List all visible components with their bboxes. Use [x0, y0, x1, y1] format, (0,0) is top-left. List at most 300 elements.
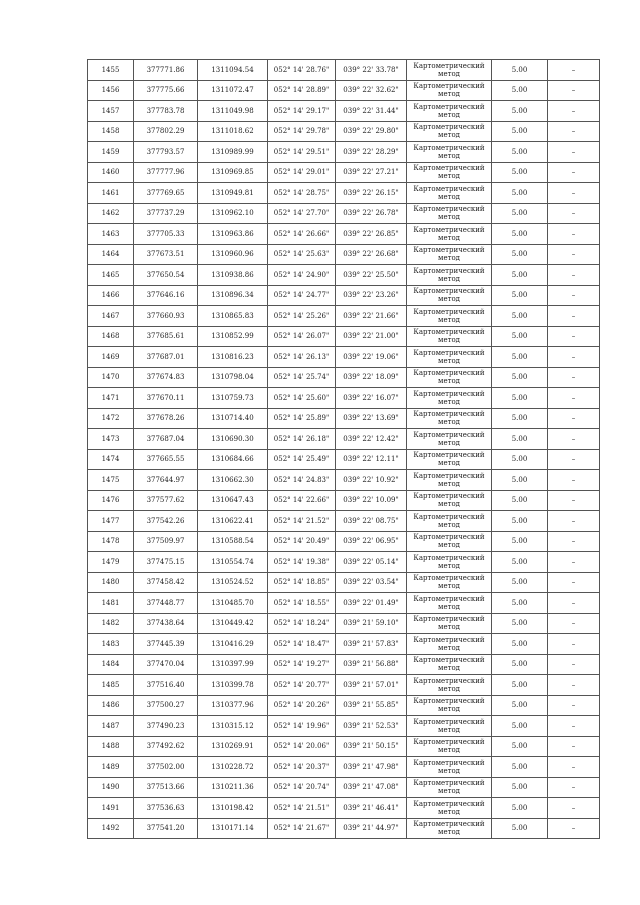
method-cell: Картометрический метод [407, 429, 492, 450]
y-coordinate-cell: 1311072.47 [198, 80, 268, 101]
note-cell: – [548, 244, 600, 265]
note-cell: – [548, 101, 600, 122]
accuracy-cell: 5.00 [492, 367, 548, 388]
accuracy-cell: 5.00 [492, 60, 548, 81]
x-coordinate-cell: 377492.62 [134, 736, 198, 757]
latitude-cell: 052° 14' 24.83" [268, 470, 336, 491]
note-cell: – [548, 490, 600, 511]
point-number-cell: 1456 [88, 80, 134, 101]
y-coordinate-cell: 1310852.99 [198, 326, 268, 347]
point-number-cell: 1474 [88, 449, 134, 470]
table-row [88, 593, 600, 614]
method-cell: Картометрический метод [407, 183, 492, 204]
longitude-cell: 039° 22' 33.78" [336, 60, 407, 81]
table-row [88, 101, 600, 122]
y-coordinate-cell: 1310399.78 [198, 675, 268, 696]
point-number-cell: 1465 [88, 265, 134, 286]
point-number-cell: 1466 [88, 285, 134, 306]
longitude-cell: 039° 22' 27.21" [336, 162, 407, 183]
x-coordinate-cell: 377646.16 [134, 285, 198, 306]
x-coordinate-cell: 377687.01 [134, 347, 198, 368]
latitude-cell: 052° 14' 24.90" [268, 265, 336, 286]
note-cell: – [548, 511, 600, 532]
note-cell: – [548, 675, 600, 696]
accuracy-cell: 5.00 [492, 490, 548, 511]
table-row [88, 552, 600, 573]
latitude-cell: 052° 14' 28.75" [268, 183, 336, 204]
latitude-cell: 052° 14' 26.07" [268, 326, 336, 347]
accuracy-cell: 5.00 [492, 203, 548, 224]
accuracy-cell: 5.00 [492, 777, 548, 798]
accuracy-cell: 5.00 [492, 388, 548, 409]
latitude-cell: 052° 14' 26.13" [268, 347, 336, 368]
accuracy-cell: 5.00 [492, 757, 548, 778]
note-cell: – [548, 593, 600, 614]
accuracy-cell: 5.00 [492, 224, 548, 245]
method-cell: Картометрический метод [407, 511, 492, 532]
point-number-cell: 1469 [88, 347, 134, 368]
note-cell: – [548, 203, 600, 224]
table-row [88, 634, 600, 655]
longitude-cell: 039° 21' 44.97" [336, 818, 407, 839]
note-cell: – [548, 757, 600, 778]
y-coordinate-cell: 1310690.30 [198, 429, 268, 450]
latitude-cell: 052° 14' 19.27" [268, 654, 336, 675]
method-cell: Картометрический метод [407, 613, 492, 634]
longitude-cell: 039° 22' 06.95" [336, 531, 407, 552]
latitude-cell: 052° 14' 29.51" [268, 142, 336, 163]
longitude-cell: 039° 21' 50.15" [336, 736, 407, 757]
latitude-cell: 052° 14' 28.76" [268, 60, 336, 81]
table-row [88, 654, 600, 675]
y-coordinate-cell: 1310963.86 [198, 224, 268, 245]
latitude-cell: 052° 14' 21.51" [268, 798, 336, 819]
x-coordinate-cell: 377705.33 [134, 224, 198, 245]
table-row [88, 716, 600, 737]
point-number-cell: 1468 [88, 326, 134, 347]
accuracy-cell: 5.00 [492, 634, 548, 655]
method-cell: Картометрический метод [407, 347, 492, 368]
table-row [88, 203, 600, 224]
longitude-cell: 039° 21' 55.85" [336, 695, 407, 716]
latitude-cell: 052° 14' 25.89" [268, 408, 336, 429]
latitude-cell: 052° 14' 20.26" [268, 695, 336, 716]
table-row [88, 388, 600, 409]
method-cell: Картометрический метод [407, 203, 492, 224]
y-coordinate-cell: 1310798.04 [198, 367, 268, 388]
longitude-cell: 039° 21' 57.83" [336, 634, 407, 655]
accuracy-cell: 5.00 [492, 654, 548, 675]
latitude-cell: 052° 14' 18.55" [268, 593, 336, 614]
y-coordinate-cell: 1310198.42 [198, 798, 268, 819]
table-row [88, 347, 600, 368]
latitude-cell: 052° 14' 21.67" [268, 818, 336, 839]
x-coordinate-cell: 377490.23 [134, 716, 198, 737]
y-coordinate-cell: 1311049.98 [198, 101, 268, 122]
latitude-cell: 052° 14' 20.06" [268, 736, 336, 757]
table-row [88, 285, 600, 306]
note-cell: – [548, 449, 600, 470]
point-number-cell: 1459 [88, 142, 134, 163]
point-number-cell: 1476 [88, 490, 134, 511]
accuracy-cell: 5.00 [492, 716, 548, 737]
longitude-cell: 039° 22' 13.69" [336, 408, 407, 429]
accuracy-cell: 5.00 [492, 142, 548, 163]
x-coordinate-cell: 377541.20 [134, 818, 198, 839]
method-cell: Картометрический метод [407, 654, 492, 675]
method-cell: Картометрический метод [407, 367, 492, 388]
point-number-cell: 1491 [88, 798, 134, 819]
accuracy-cell: 5.00 [492, 326, 548, 347]
y-coordinate-cell: 1310228.72 [198, 757, 268, 778]
table-row [88, 265, 600, 286]
y-coordinate-cell: 1310714.40 [198, 408, 268, 429]
method-cell: Картометрический метод [407, 142, 492, 163]
x-coordinate-cell: 377793.57 [134, 142, 198, 163]
longitude-cell: 039° 21' 52.53" [336, 716, 407, 737]
y-coordinate-cell: 1310269.91 [198, 736, 268, 757]
y-coordinate-cell: 1310377.96 [198, 695, 268, 716]
table-row [88, 429, 600, 450]
latitude-cell: 052° 14' 24.77" [268, 285, 336, 306]
x-coordinate-cell: 377670.11 [134, 388, 198, 409]
longitude-cell: 039° 21' 57.01" [336, 675, 407, 696]
point-number-cell: 1455 [88, 60, 134, 81]
longitude-cell: 039° 22' 16.07" [336, 388, 407, 409]
y-coordinate-cell: 1310211.36 [198, 777, 268, 798]
note-cell: – [548, 306, 600, 327]
accuracy-cell: 5.00 [492, 408, 548, 429]
x-coordinate-cell: 377777.96 [134, 162, 198, 183]
y-coordinate-cell: 1310759.73 [198, 388, 268, 409]
x-coordinate-cell: 377445.39 [134, 634, 198, 655]
x-coordinate-cell: 377737.29 [134, 203, 198, 224]
table-row [88, 490, 600, 511]
table-row [88, 408, 600, 429]
note-cell: – [548, 80, 600, 101]
y-coordinate-cell: 1310588.54 [198, 531, 268, 552]
method-cell: Картометрический метод [407, 531, 492, 552]
point-number-cell: 1477 [88, 511, 134, 532]
longitude-cell: 039° 21' 47.98" [336, 757, 407, 778]
point-number-cell: 1470 [88, 367, 134, 388]
accuracy-cell: 5.00 [492, 470, 548, 491]
y-coordinate-cell: 1310397.99 [198, 654, 268, 675]
method-cell: Картометрический метод [407, 552, 492, 573]
point-number-cell: 1486 [88, 695, 134, 716]
table-row [88, 162, 600, 183]
table-row [88, 695, 600, 716]
accuracy-cell: 5.00 [492, 101, 548, 122]
x-coordinate-cell: 377644.97 [134, 470, 198, 491]
y-coordinate-cell: 1310962.10 [198, 203, 268, 224]
method-cell: Картометрический метод [407, 470, 492, 491]
latitude-cell: 052° 14' 18.85" [268, 572, 336, 593]
latitude-cell: 052° 14' 20.74" [268, 777, 336, 798]
note-cell: – [548, 347, 600, 368]
note-cell: – [548, 265, 600, 286]
latitude-cell: 052° 14' 29.78" [268, 121, 336, 142]
point-number-cell: 1462 [88, 203, 134, 224]
point-number-cell: 1487 [88, 716, 134, 737]
accuracy-cell: 5.00 [492, 265, 548, 286]
x-coordinate-cell: 377513.66 [134, 777, 198, 798]
point-number-cell: 1483 [88, 634, 134, 655]
x-coordinate-cell: 377502.00 [134, 757, 198, 778]
y-coordinate-cell: 1310449.42 [198, 613, 268, 634]
note-cell: – [548, 470, 600, 491]
point-number-cell: 1492 [88, 818, 134, 839]
x-coordinate-cell: 377448.77 [134, 593, 198, 614]
method-cell: Картометрический метод [407, 265, 492, 286]
x-coordinate-cell: 377802.29 [134, 121, 198, 142]
x-coordinate-cell: 377685.61 [134, 326, 198, 347]
longitude-cell: 039° 22' 08.75" [336, 511, 407, 532]
point-number-cell: 1484 [88, 654, 134, 675]
table-row [88, 798, 600, 819]
point-number-cell: 1473 [88, 429, 134, 450]
method-cell: Картометрический метод [407, 408, 492, 429]
method-cell: Картометрический метод [407, 101, 492, 122]
y-coordinate-cell: 1310485.70 [198, 593, 268, 614]
accuracy-cell: 5.00 [492, 552, 548, 573]
table-row [88, 121, 600, 142]
method-cell: Картометрический метод [407, 60, 492, 81]
accuracy-cell: 5.00 [492, 429, 548, 450]
accuracy-cell: 5.00 [492, 593, 548, 614]
note-cell: – [548, 408, 600, 429]
note-cell: – [548, 326, 600, 347]
x-coordinate-cell: 377674.83 [134, 367, 198, 388]
longitude-cell: 039° 22' 01.49" [336, 593, 407, 614]
longitude-cell: 039° 22' 23.26" [336, 285, 407, 306]
latitude-cell: 052° 14' 28.89" [268, 80, 336, 101]
note-cell: – [548, 736, 600, 757]
table-row [88, 183, 600, 204]
table-row [88, 511, 600, 532]
accuracy-cell: 5.00 [492, 121, 548, 142]
latitude-cell: 052° 14' 29.17" [268, 101, 336, 122]
longitude-cell: 039° 21' 59.10" [336, 613, 407, 634]
accuracy-cell: 5.00 [492, 675, 548, 696]
method-cell: Картометрический метод [407, 634, 492, 655]
longitude-cell: 039° 22' 10.92" [336, 470, 407, 491]
accuracy-cell: 5.00 [492, 798, 548, 819]
y-coordinate-cell: 1310647.43 [198, 490, 268, 511]
table-row [88, 675, 600, 696]
note-cell: – [548, 531, 600, 552]
accuracy-cell: 5.00 [492, 613, 548, 634]
table-row [88, 736, 600, 757]
latitude-cell: 052° 14' 18.47" [268, 634, 336, 655]
latitude-cell: 052° 14' 19.96" [268, 716, 336, 737]
latitude-cell: 052° 14' 26.18" [268, 429, 336, 450]
longitude-cell: 039° 21' 47.08" [336, 777, 407, 798]
note-cell: – [548, 429, 600, 450]
accuracy-cell: 5.00 [492, 162, 548, 183]
x-coordinate-cell: 377542.26 [134, 511, 198, 532]
point-number-cell: 1467 [88, 306, 134, 327]
y-coordinate-cell: 1310896.34 [198, 285, 268, 306]
longitude-cell: 039° 22' 25.50" [336, 265, 407, 286]
method-cell: Картометрический метод [407, 121, 492, 142]
longitude-cell: 039° 22' 21.00" [336, 326, 407, 347]
point-number-cell: 1488 [88, 736, 134, 757]
method-cell: Картометрический метод [407, 162, 492, 183]
y-coordinate-cell: 1311094.54 [198, 60, 268, 81]
note-cell: – [548, 60, 600, 81]
latitude-cell: 052° 14' 26.66" [268, 224, 336, 245]
x-coordinate-cell: 377509.97 [134, 531, 198, 552]
accuracy-cell: 5.00 [492, 347, 548, 368]
latitude-cell: 052° 14' 22.66" [268, 490, 336, 511]
method-cell: Картометрический метод [407, 490, 492, 511]
x-coordinate-cell: 377673.51 [134, 244, 198, 265]
accuracy-cell: 5.00 [492, 572, 548, 593]
point-number-cell: 1480 [88, 572, 134, 593]
longitude-cell: 039° 22' 26.15" [336, 183, 407, 204]
accuracy-cell: 5.00 [492, 244, 548, 265]
note-cell: – [548, 798, 600, 819]
point-number-cell: 1475 [88, 470, 134, 491]
accuracy-cell: 5.00 [492, 183, 548, 204]
x-coordinate-cell: 377771.86 [134, 60, 198, 81]
x-coordinate-cell: 377438.64 [134, 613, 198, 634]
latitude-cell: 052° 14' 21.52" [268, 511, 336, 532]
table-row [88, 449, 600, 470]
note-cell: – [548, 183, 600, 204]
method-cell: Картометрический метод [407, 224, 492, 245]
note-cell: – [548, 162, 600, 183]
method-cell: Картометрический метод [407, 388, 492, 409]
x-coordinate-cell: 377687.04 [134, 429, 198, 450]
note-cell: – [548, 285, 600, 306]
table-row [88, 757, 600, 778]
y-coordinate-cell: 1310949.81 [198, 183, 268, 204]
accuracy-cell: 5.00 [492, 531, 548, 552]
note-cell: – [548, 224, 600, 245]
table-row [88, 531, 600, 552]
point-number-cell: 1478 [88, 531, 134, 552]
note-cell: – [548, 121, 600, 142]
accuracy-cell: 5.00 [492, 511, 548, 532]
method-cell: Картометрический метод [407, 326, 492, 347]
x-coordinate-cell: 377650.54 [134, 265, 198, 286]
y-coordinate-cell: 1310960.96 [198, 244, 268, 265]
y-coordinate-cell: 1310315.12 [198, 716, 268, 737]
method-cell: Картометрический метод [407, 675, 492, 696]
point-number-cell: 1460 [88, 162, 134, 183]
latitude-cell: 052° 14' 20.77" [268, 675, 336, 696]
longitude-cell: 039° 22' 28.29" [336, 142, 407, 163]
longitude-cell: 039° 22' 12.11" [336, 449, 407, 470]
latitude-cell: 052° 14' 25.60" [268, 388, 336, 409]
method-cell: Картометрический метод [407, 244, 492, 265]
longitude-cell: 039° 22' 26.78" [336, 203, 407, 224]
point-number-cell: 1457 [88, 101, 134, 122]
longitude-cell: 039° 22' 12.42" [336, 429, 407, 450]
x-coordinate-cell: 377475.15 [134, 552, 198, 573]
y-coordinate-cell: 1310989.99 [198, 142, 268, 163]
x-coordinate-cell: 377536.63 [134, 798, 198, 819]
method-cell: Картометрический метод [407, 798, 492, 819]
x-coordinate-cell: 377769.65 [134, 183, 198, 204]
method-cell: Картометрический метод [407, 716, 492, 737]
longitude-cell: 039° 22' 26.85" [336, 224, 407, 245]
point-number-cell: 1479 [88, 552, 134, 573]
y-coordinate-cell: 1310969.85 [198, 162, 268, 183]
point-number-cell: 1489 [88, 757, 134, 778]
method-cell: Картометрический метод [407, 593, 492, 614]
note-cell: – [548, 367, 600, 388]
latitude-cell: 052° 14' 20.37" [268, 757, 336, 778]
method-cell: Картометрический метод [407, 757, 492, 778]
point-number-cell: 1482 [88, 613, 134, 634]
y-coordinate-cell: 1310865.83 [198, 306, 268, 327]
y-coordinate-cell: 1311018.62 [198, 121, 268, 142]
table-body [88, 60, 600, 839]
longitude-cell: 039° 22' 18.09" [336, 367, 407, 388]
x-coordinate-cell: 377577.62 [134, 490, 198, 511]
accuracy-cell: 5.00 [492, 449, 548, 470]
accuracy-cell: 5.00 [492, 80, 548, 101]
accuracy-cell: 5.00 [492, 736, 548, 757]
point-number-cell: 1458 [88, 121, 134, 142]
y-coordinate-cell: 1310938.86 [198, 265, 268, 286]
longitude-cell: 039° 22' 05.14" [336, 552, 407, 573]
latitude-cell: 052° 14' 25.63" [268, 244, 336, 265]
point-number-cell: 1463 [88, 224, 134, 245]
latitude-cell: 052° 14' 20.49" [268, 531, 336, 552]
x-coordinate-cell: 377775.66 [134, 80, 198, 101]
accuracy-cell: 5.00 [492, 695, 548, 716]
point-number-cell: 1461 [88, 183, 134, 204]
y-coordinate-cell: 1310662.30 [198, 470, 268, 491]
note-cell: – [548, 716, 600, 737]
latitude-cell: 052° 14' 27.70" [268, 203, 336, 224]
note-cell: – [548, 613, 600, 634]
table-row [88, 572, 600, 593]
y-coordinate-cell: 1310524.52 [198, 572, 268, 593]
longitude-cell: 039° 22' 19.06" [336, 347, 407, 368]
method-cell: Картометрический метод [407, 306, 492, 327]
y-coordinate-cell: 1310171.14 [198, 818, 268, 839]
note-cell: – [548, 818, 600, 839]
accuracy-cell: 5.00 [492, 818, 548, 839]
longitude-cell: 039° 22' 32.62" [336, 80, 407, 101]
x-coordinate-cell: 377458.42 [134, 572, 198, 593]
table-row [88, 470, 600, 491]
x-coordinate-cell: 377500.27 [134, 695, 198, 716]
accuracy-cell: 5.00 [492, 306, 548, 327]
table-row [88, 60, 600, 81]
x-coordinate-cell: 377516.40 [134, 675, 198, 696]
longitude-cell: 039° 21' 46.41" [336, 798, 407, 819]
y-coordinate-cell: 1310416.29 [198, 634, 268, 655]
note-cell: – [548, 388, 600, 409]
method-cell: Картометрический метод [407, 736, 492, 757]
accuracy-cell: 5.00 [492, 285, 548, 306]
note-cell: – [548, 142, 600, 163]
point-number-cell: 1481 [88, 593, 134, 614]
table-row [88, 306, 600, 327]
longitude-cell: 039° 22' 10.09" [336, 490, 407, 511]
table-row [88, 777, 600, 798]
note-cell: – [548, 695, 600, 716]
x-coordinate-cell: 377660.93 [134, 306, 198, 327]
y-coordinate-cell: 1310622.41 [198, 511, 268, 532]
latitude-cell: 052° 14' 29.01" [268, 162, 336, 183]
